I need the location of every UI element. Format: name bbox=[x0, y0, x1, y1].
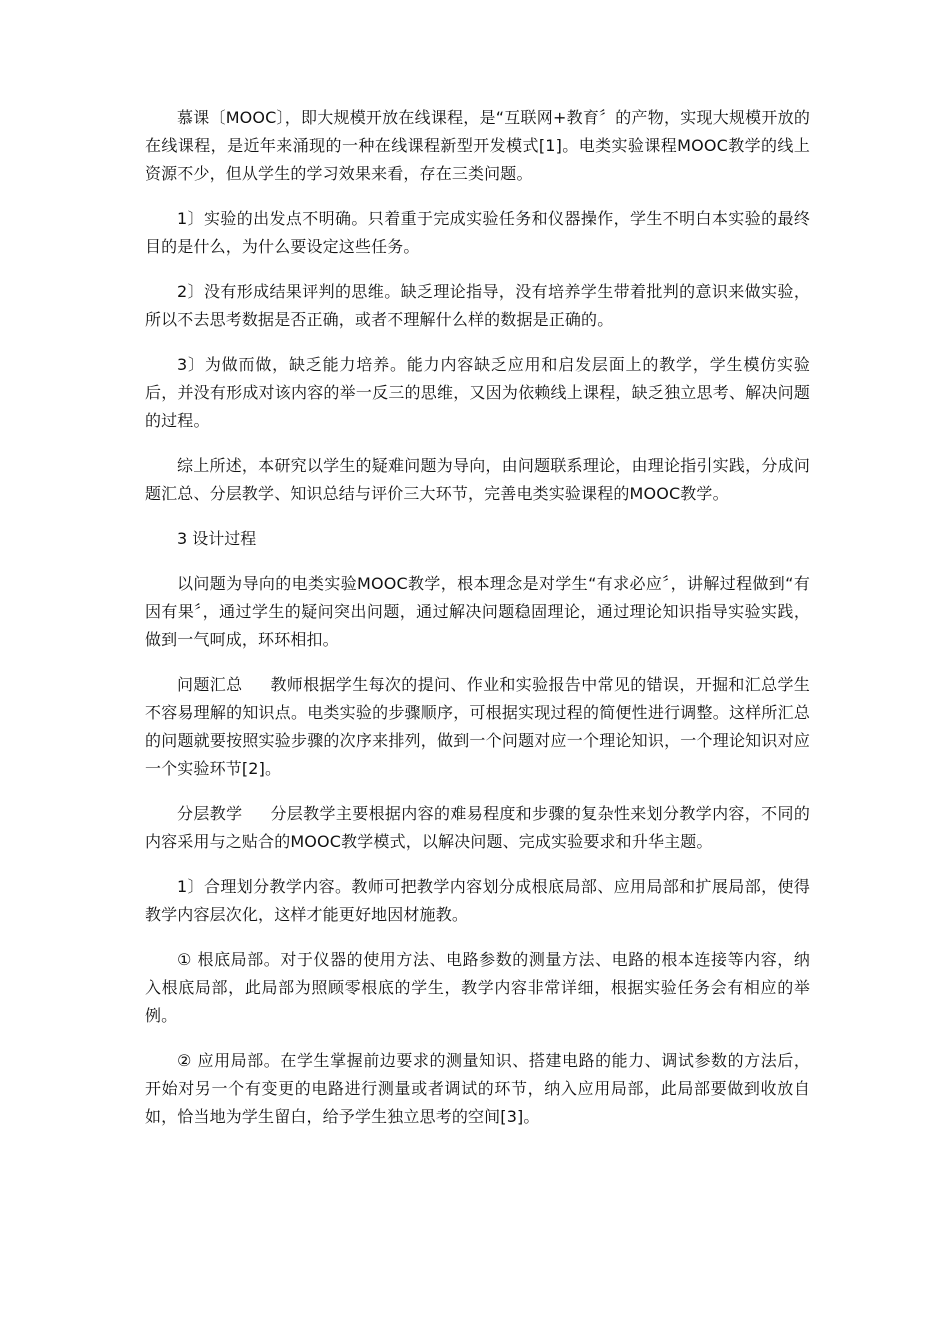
layered-teaching-body: 分层教学主要根据内容的难易程度和步骤的复杂性来划分教学内容，不同的内容采用与之贴合的MOOC教学模式，以解决问题、完成实验要求和升华主题。 bbox=[145, 804, 810, 851]
problem-collection-paragraph bbox=[145, 671, 810, 783]
applied-part-paragraph: ② 应用局部。在学生掌握前边要求的测量知识、搭建电路的能力、调试参数的方法后，开始对另一个有变更的电路进行测量或者调试的环节，纳入应用局部，此局部要做到收放自如，恰当地为学生留白，给予学生独立思考的空间[3]。 bbox=[145, 1051, 810, 1126]
problem-3-paragraph: 3〕为做而做，缺乏能力培养。能力内容缺乏应用和启发层面上的教学，学生模仿实验后，并没有形成对该内容的举一反三的思维，又因为依赖线上课程，缺乏独立思考、解决问题的过程。 bbox=[145, 355, 810, 430]
layered-teaching-paragraph bbox=[145, 800, 810, 856]
summary-paragraph: 综上所述，本研究以学生的疑难问题为导向，由问题联系理论，由理论指引实践，分成问题汇总、分层教学、知识总结与评价三大环节，完善电类实验课程的MOOC教学。 bbox=[145, 456, 810, 503]
intro-paragraph: 慕课〔MOOC〕，即大规模开放在线课程，是“互联网+教育〞的产物，实现大规模开放的在线课程，是近年来涌现的一种在线课程新型开发模式[1]。电类实验课程MOOC教学的线上资源不少，但从学生的学习效果来看，存在三类问题。 bbox=[145, 108, 810, 183]
section-heading: 3 设计过程 bbox=[177, 529, 257, 548]
problem-collection-lead: 问题汇总 bbox=[177, 675, 243, 694]
problem-1-paragraph: 1〕实验的出发点不明确。只着重于完成实验任务和仪器操作，学生不明白本实验的最终目的是什么，为什么要设定这些任务。 bbox=[145, 209, 810, 256]
design-intro-paragraph: 以问题为导向的电类实验MOOC教学，根本理念是对学生“有求必应〞，讲解过程做到“有因有果〞，通过学生的疑问突出问题，通过解决问题稳固理论，通过理论知识指导实验实践，做到一气呵成，环环相扣。 bbox=[145, 574, 810, 649]
content-division-paragraph: 1〕合理划分教学内容。教师可把教学内容划分成根底局部、应用局部和扩展局部，使得教学内容层次化，这样才能更好地因材施教。 bbox=[145, 877, 810, 924]
problem-collection-body: 教师根据学生每次的提问、作业和实验报告中常见的错误，开掘和汇总学生不容易理解的知识点。电类实验的步骤顺序，可根据实现过程的简便性进行调整。这样所汇总的问题就要按照实验步骤的次序来排列，做到一个问题对应一个理论知识，一个理论知识对应一个实验环节[2]。 bbox=[145, 675, 810, 778]
problem-2-paragraph: 2〕没有形成结果评判的思维。缺乏理论指导，没有培养学生带着批判的意识来做实验，所以不去思考数据是否正确，或者不理解什么样的数据是正确的。 bbox=[145, 282, 810, 329]
document-page bbox=[145, 104, 810, 1148]
basic-part-paragraph: ① 根底局部。对于仪器的使用方法、电路参数的测量方法、电路的根本连接等内容，纳入根底局部，此局部为照顾零根底的学生，教学内容非常详细，根据实验任务会有相应的举例。 bbox=[145, 950, 810, 1025]
layered-teaching-lead: 分层教学 bbox=[177, 804, 243, 823]
